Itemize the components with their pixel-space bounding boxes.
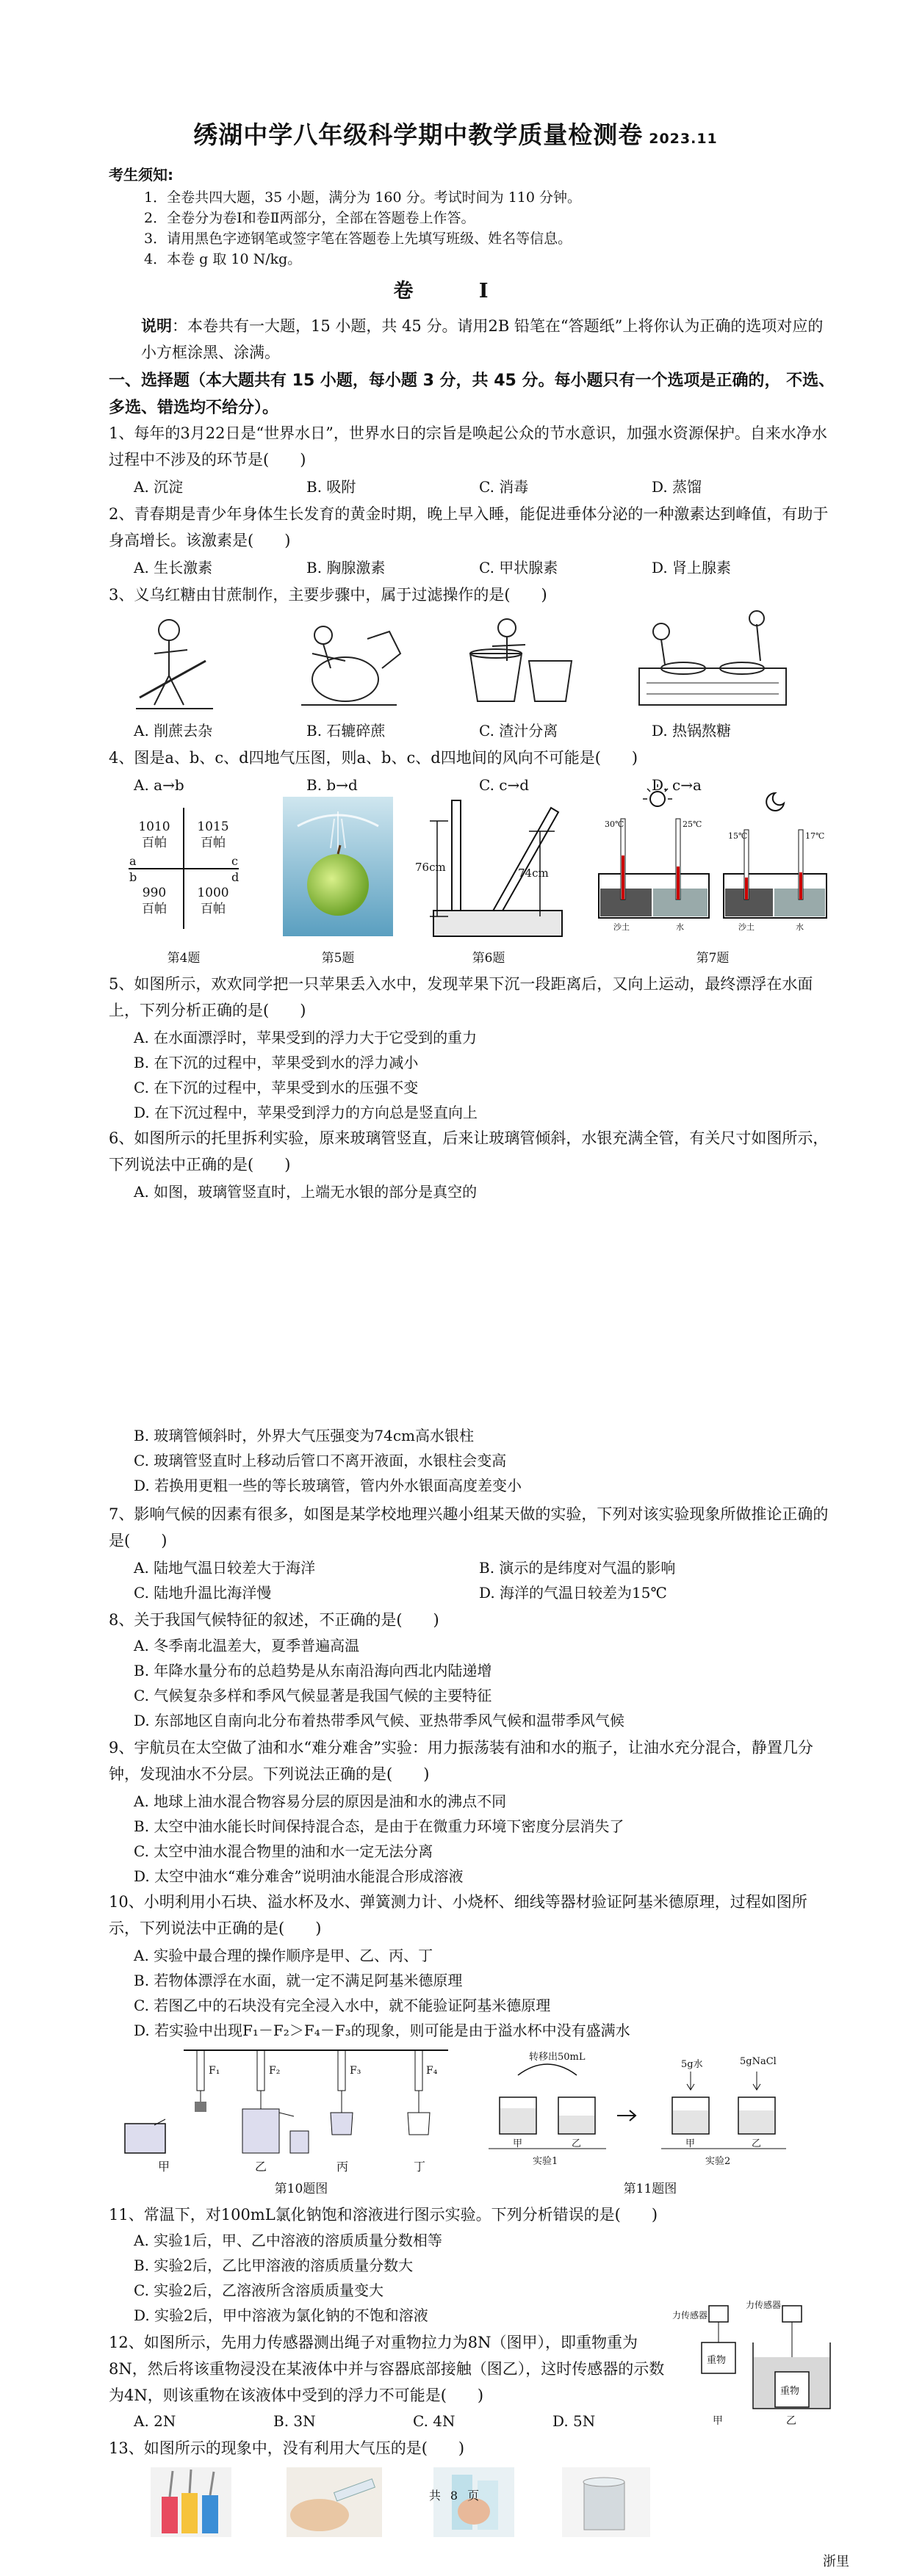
option: D. 太空中油水“难分难舍”说明油水能混合形成溶液 (134, 1867, 464, 1885)
option: A. 陆地气温日较差大于海洋 (134, 1559, 316, 1577)
option: A. 实验1后，甲、乙中溶液的溶质质量分数相等 (134, 2232, 442, 2249)
notice-item: 2．全卷分为卷Ⅰ和卷Ⅱ两部分，全部在答题卷上作答。 (144, 210, 475, 226)
option: C. 消毒 (479, 478, 529, 496)
figure-caption: 第4题 (167, 951, 201, 966)
container-label: 沙土 (613, 922, 630, 932)
question-1-stem: 1、每年的3月22日是“世界水日”，世界水日的宗旨是唤起公众的节水意识，加强水资源保护。自来水净水过程中不涉及的环节是( ) (109, 424, 827, 468)
option: D. 5N (552, 2412, 596, 2430)
add-salt-label: 5gNaCl (740, 2056, 777, 2067)
exam-date: 2023.11 (649, 131, 718, 147)
option: A. 实验中最合理的操作顺序是甲、乙、丙、丁 (134, 1947, 433, 1964)
option: C. 太空中油水混合物里的油和水一定无法分离 (134, 1842, 433, 1860)
option: B. 演示的是纬度对气温的影响 (479, 1559, 676, 1577)
illustration-boiling (639, 611, 786, 705)
option: C. 陆地升温比海洋慢 (134, 1584, 272, 1602)
option: A. 沉淀 (134, 478, 184, 496)
explain-label: 说明 (141, 317, 172, 335)
beaker-label: 甲 (685, 2138, 696, 2149)
pressure-d-area (191, 885, 235, 917)
illustration-separation (470, 619, 572, 701)
option: B. 若物体漂浮在水面，就一定不满足阿基米德原理 (134, 1972, 463, 1989)
volume-explanation (141, 313, 832, 366)
pressure-unit: 百帕 (201, 902, 226, 916)
force-label: F₄ (426, 2065, 438, 2077)
add-water-label: 5g水 (681, 2059, 703, 2070)
force-label: F₃ (350, 2065, 361, 2077)
question-8-options (134, 1633, 832, 1733)
option: B. 玻璃管倾斜时，外界大气压强变为74cm高水银柱 (134, 1427, 475, 1444)
option: C. 实验2后，乙溶液所含溶质质量变大 (134, 2282, 384, 2299)
experiment-label: 实验1 (533, 2156, 558, 2167)
notice-item: 3．请用黑色字迹钢笔或签字笔在答题卷上先填写班级、姓名等信息。 (144, 231, 572, 247)
notice-title: 考生须知: (109, 166, 173, 184)
option: D. 肾上腺素 (652, 559, 732, 576)
force-label: F₂ (269, 2065, 281, 2077)
notice-item: 4．本卷 g 取 10 N/kg。 (144, 251, 302, 267)
option: D. 若实验中出现F₁－F₂＞F₄－F₃的现象，则可能是由于溢水杯中没有盛满水 (134, 2022, 630, 2039)
option: C. c→d (479, 776, 530, 794)
option: D. 蒸馏 (652, 478, 702, 496)
option: B. 胸腺激素 (306, 559, 386, 576)
temp-reading: 25℃ (683, 820, 702, 829)
pressure-value: 1010 (138, 820, 170, 834)
option: A. a→b (134, 776, 184, 794)
pressure-value: 990 (142, 886, 167, 900)
pressure-b-area (132, 885, 176, 917)
panel-label: 乙 (786, 2415, 796, 2427)
question-2-stem: 2、青春期是青少年身体生长发育的黄金时期，晚上早入睡，能促进垂体分泌的一种激素达到峰值，有助于身高增长。该激素是( ) (109, 505, 829, 549)
corner-watermark: 浙里 (823, 2554, 849, 2569)
pressure-value: 1000 (197, 886, 229, 900)
step-label: 丙 (336, 2160, 349, 2174)
figure-caption: 第5题 (321, 951, 355, 966)
pressure-c-area (191, 819, 235, 851)
force-label: F₁ (209, 2065, 220, 2077)
weight-label: 重物 (780, 2386, 800, 2397)
option: D. 在下沉过程中，苹果受到浮力的方向总是竖直向上 (134, 1104, 478, 1121)
beaker-label: 甲 (513, 2138, 523, 2149)
beaker-label: 乙 (572, 2138, 582, 2149)
option: D. 热锅熬糖 (652, 722, 732, 739)
experiment-label: 实验2 (705, 2156, 731, 2167)
question-13-stem: 13、如图所示的现象中，没有利用大气压的是( ) (109, 2439, 465, 2457)
option: B. b→d (306, 776, 358, 794)
option: B. 实验2后，乙比甲溶液的溶质质量分数大 (134, 2257, 414, 2274)
illustration-peeling (136, 620, 213, 709)
container-label: 沙土 (738, 922, 755, 932)
question-9-stem: 9、宇航员在太空做了油和水“难分难舍”实验：用力振荡装有油和水的瓶子，让油水充分混合，静置几分钟，发现油水不分层。下列说法正确的是( ) (109, 1739, 813, 1783)
page-footer: 共 8 页 (428, 2489, 483, 2503)
question-6-options-rest (134, 1423, 832, 1498)
option: A. 冬季南北温差大，夏季普遍高温 (134, 1637, 360, 1654)
option: A. 生长激素 (134, 559, 213, 576)
apple-in-water-figure (283, 797, 393, 936)
question-6-option-a: A. 如图，玻璃管竖直时，上端无水银的部分是真空的 (134, 1183, 478, 1201)
option: C. 玻璃管竖直时上移动后管口不离开液面，水银柱会变高 (134, 1452, 507, 1469)
option: B. 吸附 (306, 478, 356, 496)
land-sea-drawing (591, 786, 834, 940)
option: C. 气候复杂多样和季风气候显著是我国气候的主要特征 (134, 1687, 492, 1704)
option: D. 若换用更粗一些的等长玻璃管，管内外水银面高度差变小 (134, 1477, 522, 1494)
question-11-stem: 11、常温下，对100mL氯化钠饱和溶液进行图示实验。下列分析错误的是( ) (109, 2206, 658, 2224)
pressure-unit: 百帕 (142, 902, 167, 916)
pressure-unit: 百帕 (201, 836, 226, 850)
temp-reading: 30℃ (605, 820, 624, 829)
option: A. 2N (134, 2412, 176, 2430)
option: B. 年降水量分布的总趋势是从东南沿海向西北内陆递增 (134, 1662, 492, 1679)
question-5-stem: 5、如图所示，欢欢同学把一只苹果丢入水中，发现苹果下沉一段距离后，又向上运动，最终漂浮在水面上，下列分析正确的是( ) (109, 975, 813, 1019)
option: B. 3N (273, 2412, 316, 2430)
option: D. 实验2后，甲中溶液为氯化钠的不饱和溶液 (134, 2307, 428, 2324)
option: A. 在水面漂浮时，苹果受到的浮力大于它受到的重力 (134, 1029, 478, 1046)
option: C. 4N (413, 2412, 455, 2430)
exam-title-text: 绣湖中学八年级科学期中教学质量检测卷 (193, 120, 644, 149)
temp-reading: 15℃ (728, 831, 748, 841)
volume-heading: 卷 Ⅰ (393, 280, 518, 303)
question-5-options (134, 1025, 832, 1125)
question-6-stem: 6、如图所示的托里拆利实验，原来玻璃管竖直，后来让玻璃管倾斜，水银充满全管，有关尺寸如图所示，下列说法中正确的是( ) (109, 1129, 829, 1173)
step-label: 丁 (414, 2160, 426, 2174)
sensor-label: 力传感器 (672, 2310, 708, 2320)
option: B. 在下沉的过程中，苹果受到水的浮力减小 (134, 1054, 419, 1071)
option: A. 削蔗去杂 (134, 722, 213, 739)
transfer-label: 转移出50mL (529, 2052, 586, 2063)
question-10-options (134, 1943, 832, 2043)
panel-label: 甲 (713, 2415, 723, 2427)
step-label: 甲 (158, 2160, 170, 2174)
archimedes-experiment-figure (125, 2043, 455, 2153)
option: D. 东部地区自南向北分布着热带季风气候、亚热带季风气候和温带季风气候 (134, 1712, 625, 1729)
option: D. 海洋的气温日较差为15℃ (479, 1584, 667, 1602)
label-b: b (129, 870, 137, 884)
figure-caption: 第6题 (472, 951, 505, 966)
salt-solution-figure (489, 2046, 834, 2178)
question-3-stem: 3、义乌红糖由甘蔗制作，主要步骤中，属于过滤操作的是( ) (109, 586, 547, 604)
question-9-options (134, 1789, 832, 1889)
land-sea-experiment-figure (591, 786, 834, 940)
pressure-unit: 百帕 (142, 836, 167, 850)
exam-title (0, 116, 911, 151)
sensor-label: 力传感器 (746, 2300, 782, 2310)
figure-caption: 第11题图 (623, 2182, 677, 2196)
question-10-stem: 10、小明利用小石块、溢水杯及水、弹簧测力计、小烧杯、细线等器材验证阿基米德原理，过程如图所示，下列说法中正确的是( ) (109, 1893, 807, 1937)
question-12-options (134, 2409, 692, 2434)
step-label: 乙 (255, 2160, 267, 2174)
question-4-stem: 4、图是a、b、c、d四地气压图，则a、b、c、d四地间的风向不可能是( ) (109, 749, 638, 767)
pressure-a-area (132, 819, 176, 851)
question-1-options (134, 474, 832, 499)
label-a: a (129, 854, 137, 868)
option: A. 地球上油水混合物容易分层的原因是油和水的沸点不同 (134, 1792, 507, 1810)
question-2-options (134, 555, 832, 580)
archimedes-drawing (125, 2043, 455, 2153)
option: C. 渣汁分离 (479, 722, 558, 739)
question-3-options (134, 718, 832, 743)
option: B. 太空中油水能长时间保持混合态，是由于在微重力环境下密度分层消失了 (134, 1817, 624, 1835)
sugar-making-illustrations (125, 609, 830, 712)
height-label-tilted: 74cm (518, 866, 549, 880)
temp-reading: 17℃ (805, 831, 825, 841)
force-sensor-figure (672, 2298, 834, 2431)
container-label: 水 (796, 922, 804, 932)
figure-caption: 第7题 (696, 951, 730, 966)
container-label: 水 (676, 922, 684, 932)
torricelli-figure (415, 793, 562, 940)
option: D. c→a (652, 776, 702, 794)
option: C. 若图乙中的石块没有完全浸入水中，就不能验证阿基米德原理 (134, 1997, 551, 2014)
question-7-stem: 7、影响气候的因素有很多，如图是某学校地理兴趣小组某天做的实验，下列对该实验现象所做推论正确的是( ) (109, 1505, 829, 1549)
option: C. 甲状腺素 (479, 559, 558, 576)
question-12-stem: 12、如图所示，先用力传感器测出绳子对重物拉力为8N（图甲），即重物重为8N，然后将该重物浸没在某液体中并与容器底部接触（图乙），这时传感器的示数为4N，则该重物在该液体中受到的浮力不可能是( ) (109, 2334, 665, 2404)
apple-shape (307, 854, 369, 916)
beaker-label: 乙 (752, 2138, 762, 2149)
question-7-options (134, 1555, 832, 1605)
explain-text: ：本卷共有一大题，15 小题，共 45 分。请用2B 铅笔在“答题纸”上将你认为正确的选项对应的小方框涂黑、涂满。 (141, 317, 824, 361)
notice-item: 1．全卷共四大题，35 小题，满分为 160 分。考试时间为 110 分钟。 (144, 189, 581, 206)
label-c: c (231, 854, 238, 868)
label-d: d (231, 870, 240, 884)
section-heading: 一、选择题（本大题共有 15 小题，每小题 3 分，共 45 分。每小题只有一个选项是正确的， 不选、多选、错选均不给分）。 (109, 372, 835, 417)
option: B. 石辘碎蔗 (306, 722, 386, 739)
pressure-value: 1015 (197, 820, 229, 834)
weight-label: 重物 (707, 2355, 727, 2366)
question-8-stem: 8、关于我国气候特征的叙述，不正确的是( ) (109, 1611, 439, 1629)
illustration-crushing (301, 626, 400, 705)
pressure-map-figure (125, 804, 242, 936)
figure-caption: 第10题图 (274, 2182, 328, 2196)
height-label-vertical: 76cm (415, 861, 446, 874)
option: C. 在下沉的过程中，苹果受到水的压强不变 (134, 1079, 419, 1096)
